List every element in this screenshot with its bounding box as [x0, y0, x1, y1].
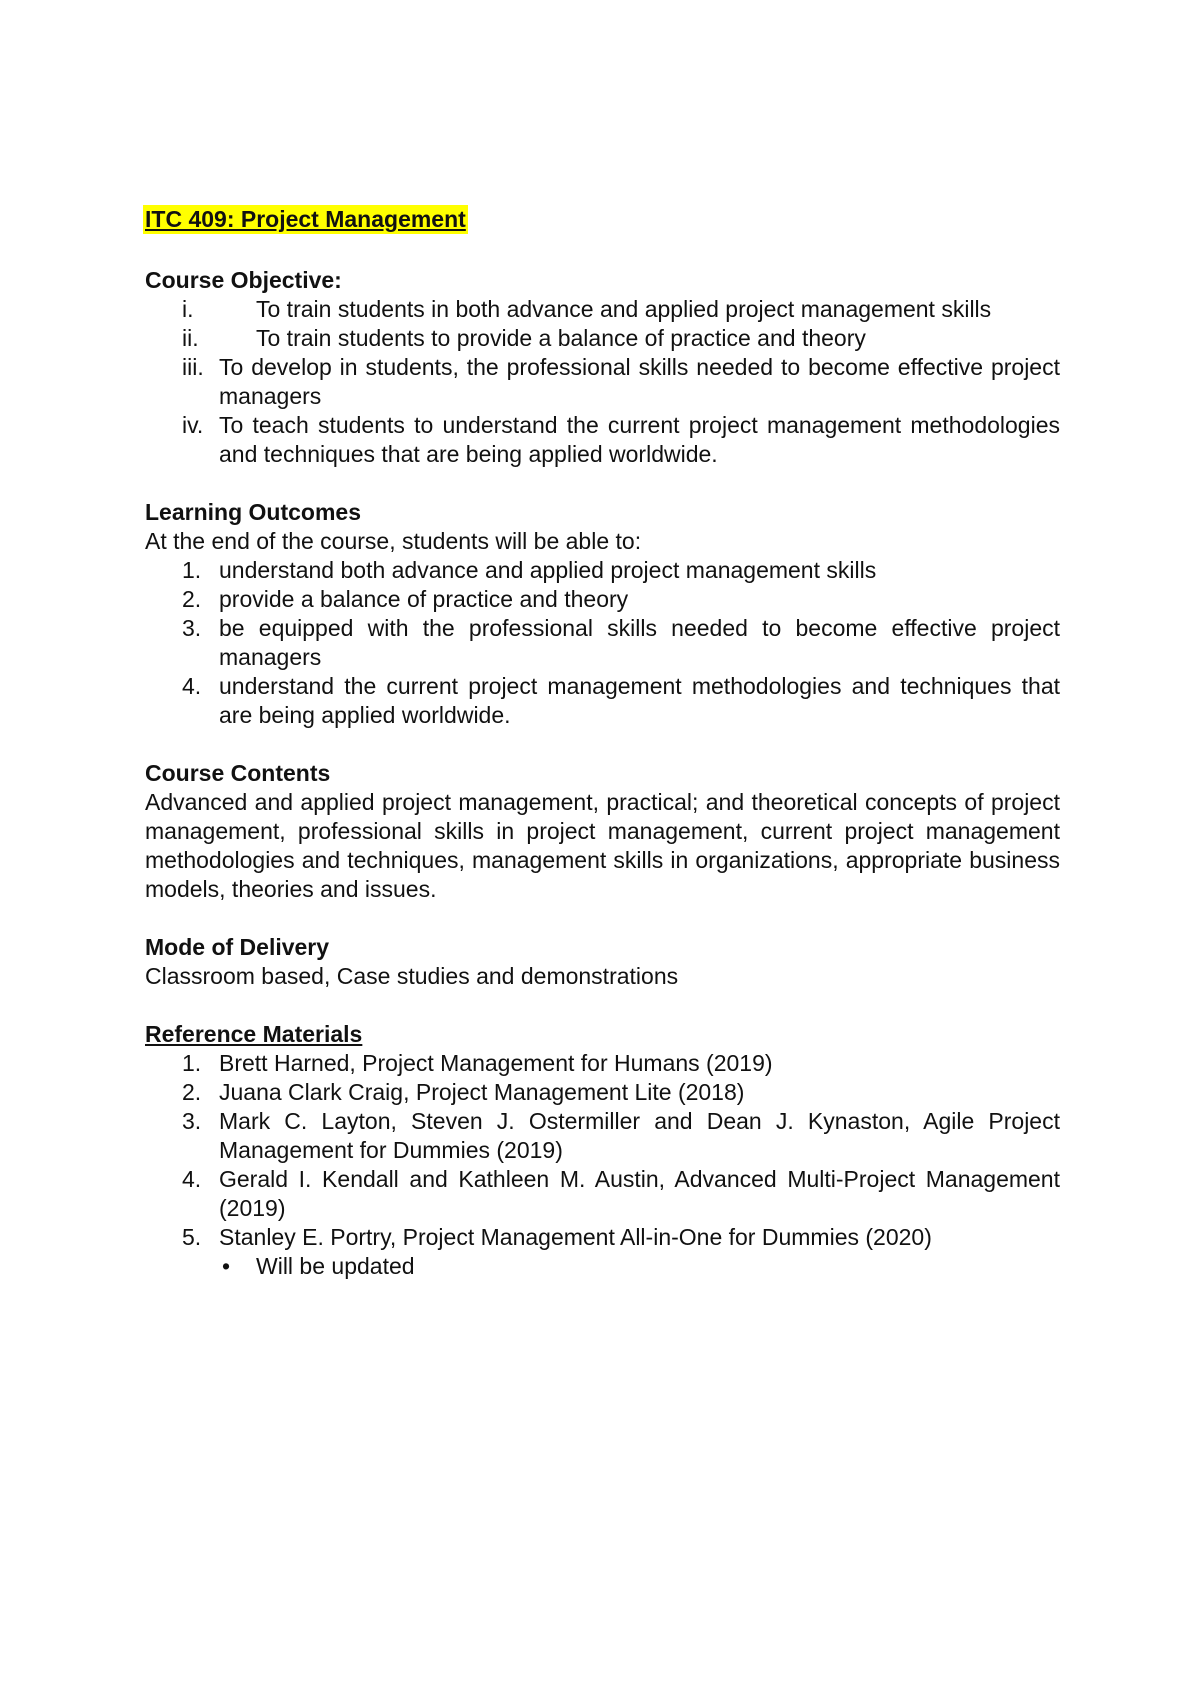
references-heading: Reference Materials	[145, 1021, 363, 1047]
bullet-note-text: Will be updated	[256, 1253, 415, 1279]
outcome-text: understand both advance and applied project management skills	[219, 557, 877, 583]
outcome-marker: 3.	[182, 615, 202, 641]
reference-text: Gerald I. Kendall and Kathleen M. Austin, Advanced Multi-Project Management (2019)	[219, 1166, 1060, 1221]
reference-item	[145, 1107, 1060, 1165]
reference-text: Brett Harned, Project Management for Humans (2019)	[219, 1050, 773, 1076]
objective-marker: i.	[182, 296, 194, 322]
outcome-marker: 1.	[182, 557, 202, 583]
objective-item	[145, 295, 1060, 324]
outcome-item	[145, 585, 1060, 614]
objective-text: To train students in both advance and applied project management skills	[256, 296, 992, 322]
outcome-item	[145, 556, 1060, 585]
outcome-item	[145, 614, 1060, 672]
reference-marker: 4.	[182, 1166, 202, 1192]
reference-marker: 5.	[182, 1224, 202, 1250]
outcome-item	[145, 672, 1060, 730]
outcome-text: be equipped with the professional skills needed to become effective project managers	[219, 615, 1060, 670]
outcome-marker: 2.	[182, 586, 202, 612]
contents-text: Advanced and applied project management, practical; and theoretical concepts of project management, professional skills in project management, current project management methodologies and techniques, management skills in organizations, appropriate business models, theories and issues.	[145, 789, 1060, 902]
outcome-text: understand the current project management methodologies and techniques that are being applied worldwide.	[219, 673, 1060, 728]
reference-text: Mark C. Layton, Steven J. Ostermiller and Dean J. Kynaston, Agile Project Management for Dummies (2019)	[219, 1108, 1060, 1163]
course-title: ITC 409: Project Management	[145, 206, 466, 232]
delivery-heading: Mode of Delivery	[145, 934, 330, 960]
outcome-marker: 4.	[182, 673, 202, 699]
reference-marker: 3.	[182, 1108, 202, 1134]
reference-text: Juana Clark Craig, Project Management Lite (2018)	[219, 1079, 745, 1105]
objectives-heading: Course Objective:	[145, 267, 342, 293]
outcomes-heading: Learning Outcomes	[145, 499, 361, 525]
reference-item	[145, 1165, 1060, 1223]
objective-marker: iii.	[182, 354, 204, 380]
reference-item	[145, 1078, 1060, 1107]
course-title-line	[145, 205, 1060, 234]
reference-text: Stanley E. Portry, Project Management All-in-One for Dummies (2020)	[219, 1224, 932, 1250]
contents-heading: Course Contents	[145, 760, 331, 786]
objective-text: To teach students to understand the current project management methodologies and techniques that are being applied worldwide.	[219, 412, 1060, 467]
reference-bullet-note	[145, 1252, 1060, 1281]
objective-text: To develop in students, the professional skills needed to become effective project managers	[219, 354, 1060, 409]
outcomes-intro: At the end of the course, students will be able to:	[145, 528, 642, 554]
reference-item	[145, 1049, 1060, 1078]
outcomes-list	[145, 556, 1060, 730]
delivery-text: Classroom based, Case studies and demonstrations	[145, 963, 679, 989]
references-list	[145, 1049, 1060, 1252]
objectives-list	[145, 295, 1060, 469]
objective-item	[145, 353, 1060, 411]
reference-item	[145, 1223, 1060, 1252]
bullet-icon: •	[222, 1253, 231, 1279]
document-page	[145, 205, 1060, 1281]
objective-item	[145, 411, 1060, 469]
reference-marker: 2.	[182, 1079, 202, 1105]
objective-marker: iv.	[182, 412, 204, 438]
reference-marker: 1.	[182, 1050, 202, 1076]
objective-item	[145, 324, 1060, 353]
objective-text: To train students to provide a balance of practice and theory	[256, 325, 866, 351]
outcome-text: provide a balance of practice and theory	[219, 586, 629, 612]
objective-marker: ii.	[182, 325, 199, 351]
